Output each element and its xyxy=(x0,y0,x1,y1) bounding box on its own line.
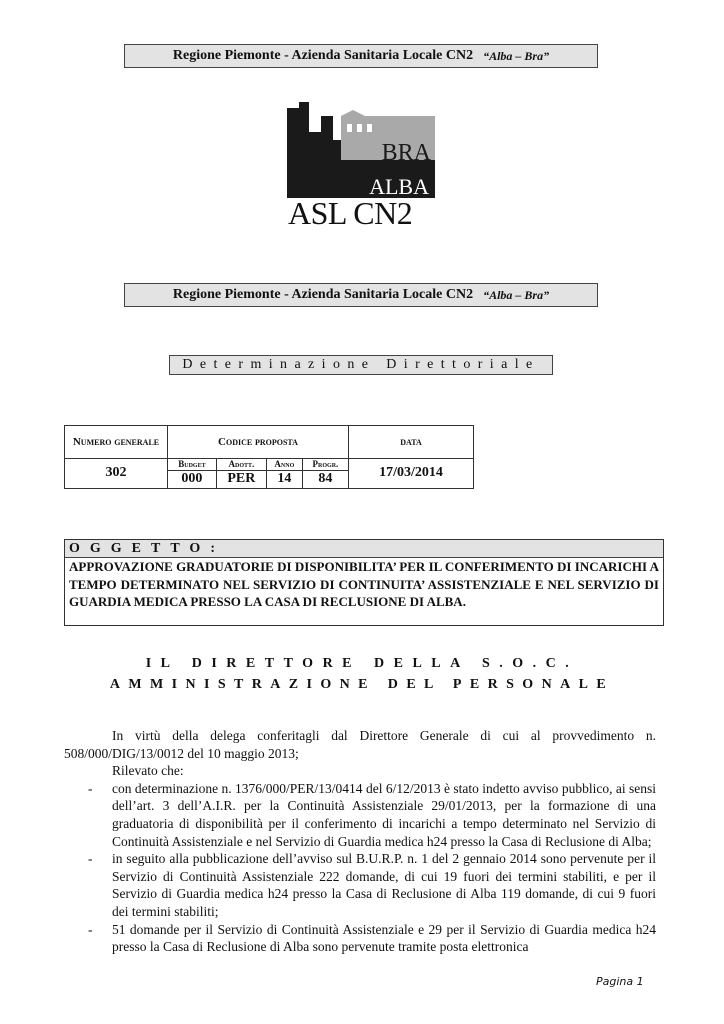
data-label: data xyxy=(349,426,474,459)
intro-paragraph: In virtù della delega conferitagli dal Direttore Generale di cui al provvedimento n. 508/000/DIG/13/0012 del 10 maggio 2013; xyxy=(64,728,656,761)
oggetto-label: OGGETTO: xyxy=(65,540,663,558)
anno-value: 14 xyxy=(266,470,302,488)
anno-label: Anno xyxy=(266,458,302,470)
dash-marker: - xyxy=(88,921,93,937)
direttore-heading-line2: AMMINISTRAZIONE DEL PERSONALE xyxy=(109,677,615,692)
page-number: Pagina 1 xyxy=(596,975,644,988)
direttore-heading-line1: IL DIRETTORE DELLA S.O.C. xyxy=(145,656,579,671)
list-item-text: 51 domande per il Servizio di Continuità Assistenziale e 29 per il Servizio di Guardia medica h24 presso la Casa di Reclusione di Alba sono pervenute tramite posta elettronica xyxy=(112,921,656,955)
doc-type-title: Determinazione Direttoriale xyxy=(169,355,553,375)
data-value: 17/03/2014 xyxy=(349,458,474,488)
header-region-text: Regione Piemonte - Azienda Sanitaria Locale CN2 xyxy=(172,287,474,302)
header-region-box-bottom xyxy=(124,283,598,307)
code-table xyxy=(64,425,474,489)
header-region-box-top xyxy=(124,44,598,68)
header-region-text: Regione Piemonte - Azienda Sanitaria Locale CN2 xyxy=(172,48,474,63)
numero-generale-label: Numero generale xyxy=(65,426,168,459)
codice-proposta-label: Codice proposta xyxy=(168,426,349,459)
rilevato-line: Rilevato che: xyxy=(112,763,184,779)
budget-label: Budget xyxy=(168,458,217,470)
list-item xyxy=(64,921,656,956)
body-text xyxy=(64,727,656,956)
adott-label: Adott. xyxy=(216,458,266,470)
bullet-list xyxy=(64,780,656,956)
numero-value: 302 xyxy=(65,458,168,488)
oggetto-box xyxy=(64,539,664,626)
logo-bra-text: BRA xyxy=(381,140,431,166)
progr-label: Progr. xyxy=(302,458,348,470)
logo-asl-cn2-text: ASL CN2 xyxy=(288,195,413,231)
list-item-text: in seguito alla pubblicazione dell’avviso sul B.U.R.P. n. 1 del 2 gennaio 2014 sono pervenute per il Servizio di Continuità Assistenziale 222 domande, di cui 19 fuori dei termini stabiliti, e per il Servizio di Guardia medica h24 presso la Casa di Reclusione di Alba 119 domande, di cui 9 fuori dei termini stabiliti; xyxy=(112,851,656,919)
logo-alba-text: ALBA xyxy=(369,174,429,199)
list-item-text: con determinazione n. 1376/000/PER/13/0414 del 6/12/2013 è stato indetto avviso pubblico, ai sensi dell’art. 3 dell’A.I.R. per la Continuità Assistenziale 29/01/2013, per la formazione di una graduatoria di disponibilità per il conferimento di incarichi a tempo determinato nel Servizio di Continuità Assistenziale e nel Servizio di Guardia medica h24 presso la Casa di Reclusione di Alba; xyxy=(112,780,656,849)
dash-marker: - xyxy=(88,851,93,867)
header-region-italic: “Alba – Bra” xyxy=(483,48,550,63)
list-item xyxy=(64,850,656,920)
header-region-italic: “Alba – Bra” xyxy=(483,287,550,302)
dash-marker: - xyxy=(88,780,93,796)
list-item xyxy=(64,780,656,850)
adott-value: PER xyxy=(216,470,266,488)
oggetto-text: APPROVAZIONE GRADUATORIE DI DISPONIBILITA’ PER IL CONFERIMENTO DI INCARICHI A TEMPO DETERMINATO NEL SERVIZIO DI CONTINUITA’ ASSISTENZIALE E NEL SERVIZIO DI GUARDIA MEDICA PRESSO LA CASA DI RECLUSIONE DI ALBA. xyxy=(69,559,659,609)
progr-value: 84 xyxy=(302,470,348,488)
budget-value: 000 xyxy=(168,470,217,488)
